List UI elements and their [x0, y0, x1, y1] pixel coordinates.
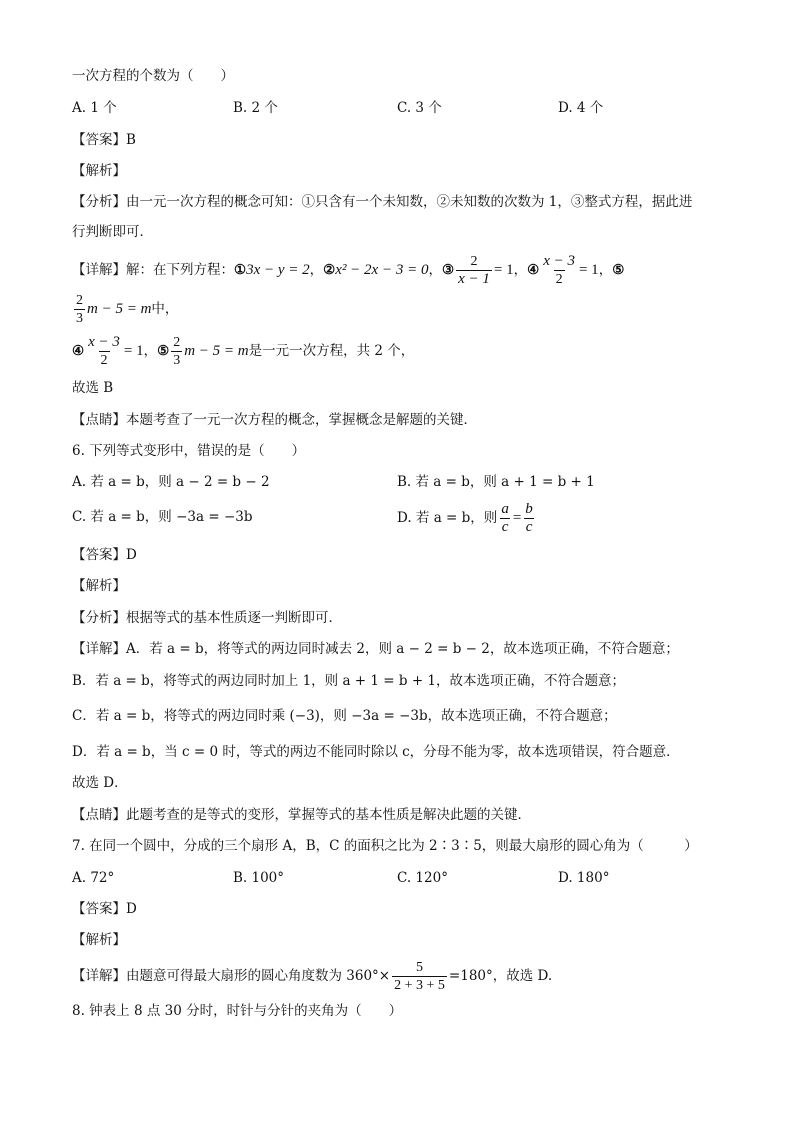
fraction-numerator: b [525, 501, 533, 517]
fraction-numerator: 2 [470, 254, 478, 269]
equation-2: x² − 2x − 3 = 0 [335, 262, 429, 278]
fraction-denominator: 2 [555, 272, 563, 287]
equals-sign: = [512, 510, 522, 526]
fraction-numerator: a [501, 501, 509, 517]
separator: ， [598, 262, 613, 278]
q5-analysis-label: 【解析】 [72, 163, 126, 179]
fraction-numerator: 2 [76, 293, 83, 308]
option-d-lead: D. 若 a = b，则 [397, 510, 498, 526]
q6-detail-b: B．若 a = b，将等式的两边同时加上 1，则 a + 1 = b + 1，故本选项正确，不符合题意； [72, 673, 626, 689]
fraction-numerator: x − 3 [88, 334, 120, 350]
equation-4-fraction [86, 334, 122, 369]
fraction-denominator: 3 [76, 311, 83, 326]
detail-lead: 【详解】由题意可得最大扇形的圆心角度数为 360°× [72, 968, 391, 984]
q6-fenxi: 【分析】根据等式的基本性质逐一判断即可． [72, 610, 342, 626]
equation-5-fraction [74, 292, 85, 327]
fraction-b-over-c [523, 501, 535, 536]
q5-fenxi-line2: 行判断即可． [72, 224, 153, 240]
q6-stem: 6. 下列等式变形中，错误的是（ ） [72, 443, 306, 459]
q7-option-d: D. 180° [558, 870, 610, 886]
fraction-denominator: c [501, 519, 509, 535]
circle-2: ② [323, 262, 336, 278]
fraction-denominator: c [525, 519, 533, 535]
q7-stem: 7. 在同一个圆中，分成的三个扇形 A，B，C 的面积之比为 2∶3∶5，则最大扇形的圆心角为（ ） [72, 838, 698, 854]
ratio-fraction [392, 959, 447, 994]
q7-analysis-label: 【解析】 [72, 932, 126, 948]
q6-option-a: A. 若 a = b，则 a − 2 = b − 2 [72, 474, 270, 490]
circle-1: ① [234, 262, 247, 278]
equation-5-rest: m − 5 = m [87, 301, 152, 317]
equation-4-rhs: = 1 [578, 262, 599, 278]
q5-stem: 一次方程的个数为（ ） [72, 68, 234, 84]
fraction-numerator: x − 3 [543, 253, 575, 269]
q5-option-d: D. 4 个 [558, 100, 604, 116]
circle-5: ⑤ [612, 262, 625, 278]
fraction-numerator: 5 [416, 960, 424, 975]
q5-detail-line3 [72, 333, 414, 369]
detail-tail: =180°，故选 D. [448, 968, 553, 984]
equation-5-fraction [171, 334, 182, 369]
circle-3: ③ [441, 262, 455, 278]
q5-option-b: B. 2 个 [233, 100, 278, 116]
q6-detail-c: C．若 a = b，将等式的两边同时乘 (−3)，则 −3a = −3b，故本选项正确，不符合题意； [72, 708, 617, 724]
q8-stem: 8. 钟表上 8 点 30 分时，时针与分针的夹角为（ ） [72, 1003, 403, 1019]
fraction-numerator: 2 [173, 335, 181, 350]
q7-detail [72, 956, 552, 996]
q5-comment: 【点睛】本题考查了一元一次方程的概念，掌握概念是解题的关键． [72, 412, 477, 428]
fraction-denominator: 3 [173, 353, 181, 368]
fraction-denominator: 2 [100, 353, 108, 368]
q7-option-b: B. 100° [233, 870, 285, 886]
q5-option-a: A. 1 个 [72, 100, 117, 116]
q5-fenxi-line1: 【分析】由一元一次方程的概念可知：①只含有一个未知数，②未知数的次数为 1，③整式方程，据此进 [72, 194, 693, 210]
q6-option-d [397, 500, 537, 536]
q5-detail-line1 [72, 252, 624, 288]
detail-lead: 【详解】解：在下列方程： [72, 262, 234, 278]
fraction-a-over-c [499, 501, 511, 536]
equation-4-fraction [541, 253, 577, 288]
q6-choose: 故选 D． [72, 775, 128, 791]
q6-detail-a: 【详解】A．若 a = b，将等式的两边同时减去 2，则 a − 2 = b − 2，故本选项正确，不符合题意； [72, 641, 679, 657]
separator: ， [309, 262, 324, 278]
q6-answer: 【答案】D [72, 547, 137, 563]
q5-option-c: C. 3 个 [397, 100, 442, 116]
q5-detail-line2 [72, 291, 178, 327]
q5-answer: 【答案】B [72, 132, 136, 148]
q5-choose: 故选 B [72, 380, 114, 396]
equation-3-fraction [456, 253, 492, 288]
circle-5: ⑤ [157, 343, 170, 359]
circle-4: ④ [72, 343, 85, 359]
q6-comment: 【点睛】此题考查的是等式的变形，掌握等式的基本性质是解决此题的关键． [72, 807, 531, 823]
separator: ， [428, 262, 442, 278]
q7-option-a: A. 72° [72, 870, 115, 886]
q6-detail-d: D．若 a = b，当 c = 0 时，等式的两边不能同时除以 c，分母不能为零，故本选项错误，符合题意． [72, 744, 680, 760]
q7-option-c: C. 120° [397, 870, 448, 886]
zhong-text: 中， [151, 301, 179, 317]
equation-5-rest: m − 5 = m [184, 343, 249, 359]
separator: ， [513, 262, 528, 278]
q6-analysis-label: 【解析】 [72, 578, 126, 594]
separator: ， [143, 343, 158, 359]
fraction-denominator: 2 + 3 + 5 [394, 978, 445, 993]
fraction-denominator: x − 1 [458, 271, 490, 287]
conclusion-text: 是一元一次方程，共 2 个， [248, 343, 415, 359]
circle-4: ④ [527, 262, 540, 278]
q6-option-c: C. 若 a = b，则 −3a = −3b [72, 509, 253, 525]
equation-4-rhs: = 1 [123, 343, 144, 359]
q7-answer: 【答案】D [72, 901, 137, 917]
q6-option-b: B. 若 a = b，则 a + 1 = b + 1 [397, 474, 595, 490]
equation-1: 3x − y = 2 [246, 262, 310, 278]
equation-3-rhs: = 1 [493, 262, 514, 278]
